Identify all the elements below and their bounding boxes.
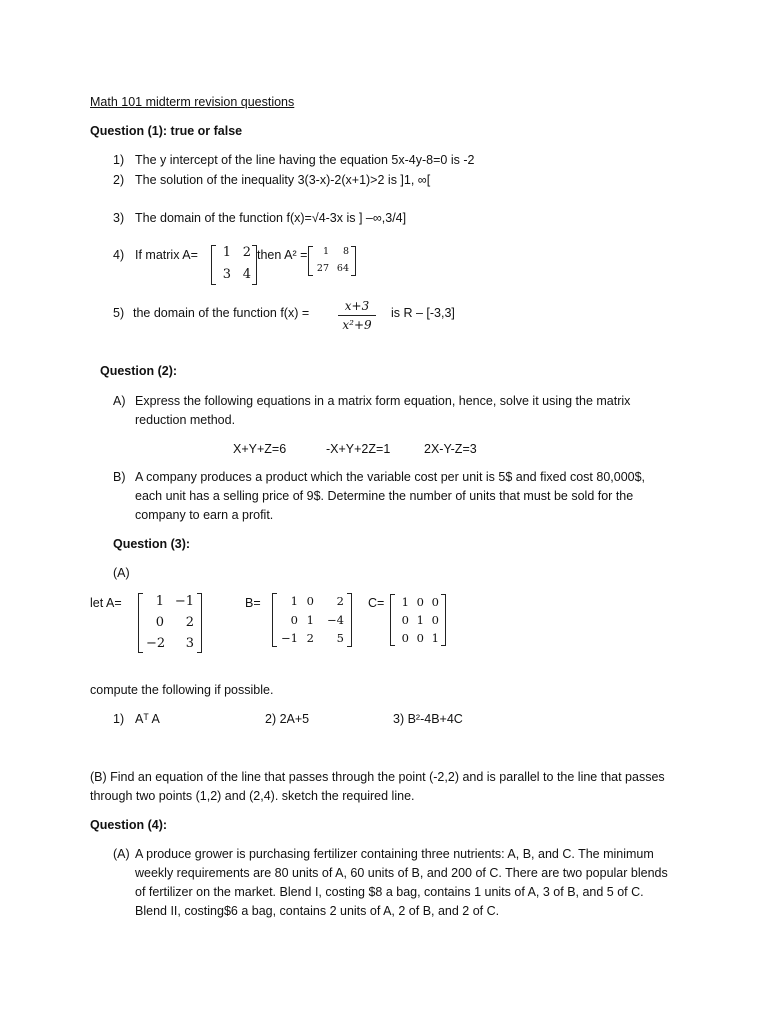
matrix-cell: −1 [174, 594, 194, 609]
q3-part-a-label: (A) [113, 566, 130, 580]
matrix-cell: 2 [185, 615, 194, 630]
q1-item-1-num: 1) [113, 153, 125, 167]
matrix-cell: 2 [242, 245, 251, 260]
matrix-cell: −1 [281, 631, 298, 646]
q2-equation-3: 2X-Y-Z=3 [424, 442, 477, 456]
matrix-cell: 1 [155, 594, 164, 609]
q4-a-label: (A) [113, 847, 130, 861]
q3-task-2: 2) 2A+5 [265, 712, 310, 726]
matrix-cell: 0 [431, 595, 439, 609]
q4-line-4: Blend II, costing$6 a bag, contains 2 units of A, 2 of B, and 2 of C. [135, 904, 500, 918]
q1-item-3-num: 3) [113, 211, 125, 225]
q2-heading: Question (2): [100, 364, 178, 378]
matrix-cell: 0 [431, 613, 439, 627]
matrix-cell: 1 [416, 613, 424, 627]
matrix-cell: 1 [290, 594, 298, 608]
q3-compute-text: compute the following if possible. [90, 683, 274, 697]
matrix-cell: 4 [242, 266, 251, 282]
q2-b-line-3: company to earn a profit. [135, 508, 274, 522]
matrix-cell: 27 [316, 262, 329, 274]
q2-a-line-2: reduction method. [135, 413, 236, 427]
fraction-bar [338, 315, 376, 316]
q1-matrix-a-squared [308, 246, 356, 276]
matrix-cell: 3 [185, 636, 194, 651]
q1-item-4-text-a: If matrix A= [135, 248, 198, 262]
matrix-cell: −2 [146, 636, 166, 651]
matrix-cell: 0 [416, 631, 424, 645]
q1-item-5-num: 5) [113, 306, 125, 320]
q1-item-2-num: 2) [113, 173, 125, 187]
q3-matrix-c [390, 594, 446, 646]
q2-a-line-1: Express the following equations in a matrix form equation, hence, solve it using the matrix [135, 394, 631, 408]
q3-task-1: Aᵀ A [135, 712, 160, 726]
matrix-cell: 0 [290, 612, 298, 627]
matrix-cell: 8 [342, 246, 349, 257]
matrix-cell: 64 [336, 262, 349, 274]
q3-matrix-a [138, 593, 202, 653]
q3-let-a-label: let A= [90, 596, 122, 610]
q2-equation-1: X+Y+Z=6 [233, 442, 287, 456]
q1-fraction [338, 299, 376, 332]
q3-c-label: C= [368, 596, 385, 610]
matrix-cell: 5 [336, 631, 344, 646]
q1-item-5-text-a: the domain of the function f(x) = [133, 306, 310, 320]
q1-item-4-num: 4) [113, 248, 125, 262]
q4-line-3: of fertilizer on the market. Blend I, costing $8 a bag, contains 1 units of A, 3 of B, and 5 of C. [135, 885, 644, 899]
matrix-cell: 0 [401, 613, 409, 627]
q4-line-2: weekly requirements are 80 units of A, 60 units of B, and 200 of C. There are two popular blends [135, 866, 668, 880]
q1-item-3-text: The domain of the function f(x)=√4-3x is ] –∞,3/4] [135, 211, 407, 225]
matrix-cell: 1 [306, 612, 314, 627]
q2-a-label: A) [113, 394, 126, 408]
q4-heading: Question (4): [90, 818, 168, 832]
q1-item-5-text-b: is R – [-3,3] [391, 306, 455, 320]
q3-task-3: 3) B²-4B+4C [393, 712, 463, 726]
q3-matrix-b [272, 593, 352, 647]
matrix-cell: 0 [416, 595, 424, 609]
q2-b-line-2: each unit has a selling price of 9$. Determine the number of units that must be sold for the [135, 489, 634, 503]
matrix-cell: 3 [222, 266, 231, 282]
q1-matrix-a [211, 245, 257, 285]
fraction-denominator: x²+9 [342, 318, 372, 332]
q3-b-line-2: through two points (1,2) and (2,4). sketch the required line. [90, 789, 415, 803]
matrix-cell: 0 [155, 615, 164, 630]
q4-line-1: A produce grower is purchasing fertilizer containing three nutrients: A, B, and C. The minimum [135, 847, 654, 861]
q2-b-line-1: A company produces a product which the variable cost per unit is 5$ and fixed cost 80,000$, [135, 470, 646, 484]
fraction-numerator: x+3 [344, 299, 370, 313]
q2-b-label: B) [113, 470, 126, 484]
matrix-cell: 1 [401, 595, 409, 609]
q1-item-2-text: The solution of the inequality 3(3-x)-2(x+1)>2 is ]1, ∞[ [135, 173, 431, 187]
q1-heading: Question (1): true or false [90, 124, 243, 138]
matrix-cell: 1 [222, 245, 231, 260]
q1-item-1-text: The y intercept of the line having the equation 5x-4y-8=0 is -2 [135, 153, 475, 167]
q3-heading: Question (3): [113, 537, 191, 551]
matrix-cell: 1 [431, 631, 439, 645]
matrix-cell: 1 [322, 246, 329, 257]
q2-equation-2: -X+Y+2Z=1 [326, 442, 391, 456]
matrix-cell: −4 [327, 612, 344, 627]
matrix-cell: 2 [336, 594, 344, 608]
q3-b-line-1: (B) Find an equation of the line that passes through the point (-2,2) and is parallel to the line that passes [90, 770, 665, 784]
matrix-cell: 0 [401, 631, 409, 645]
matrix-cell: 0 [306, 594, 314, 608]
q1-item-4-text-b: then A² = [257, 248, 308, 262]
matrix-cell: 2 [306, 631, 314, 646]
page-title: Math 101 midterm revision questions [90, 95, 295, 109]
q3-task-1-num: 1) [113, 712, 125, 726]
q3-b-label: B= [245, 596, 261, 610]
